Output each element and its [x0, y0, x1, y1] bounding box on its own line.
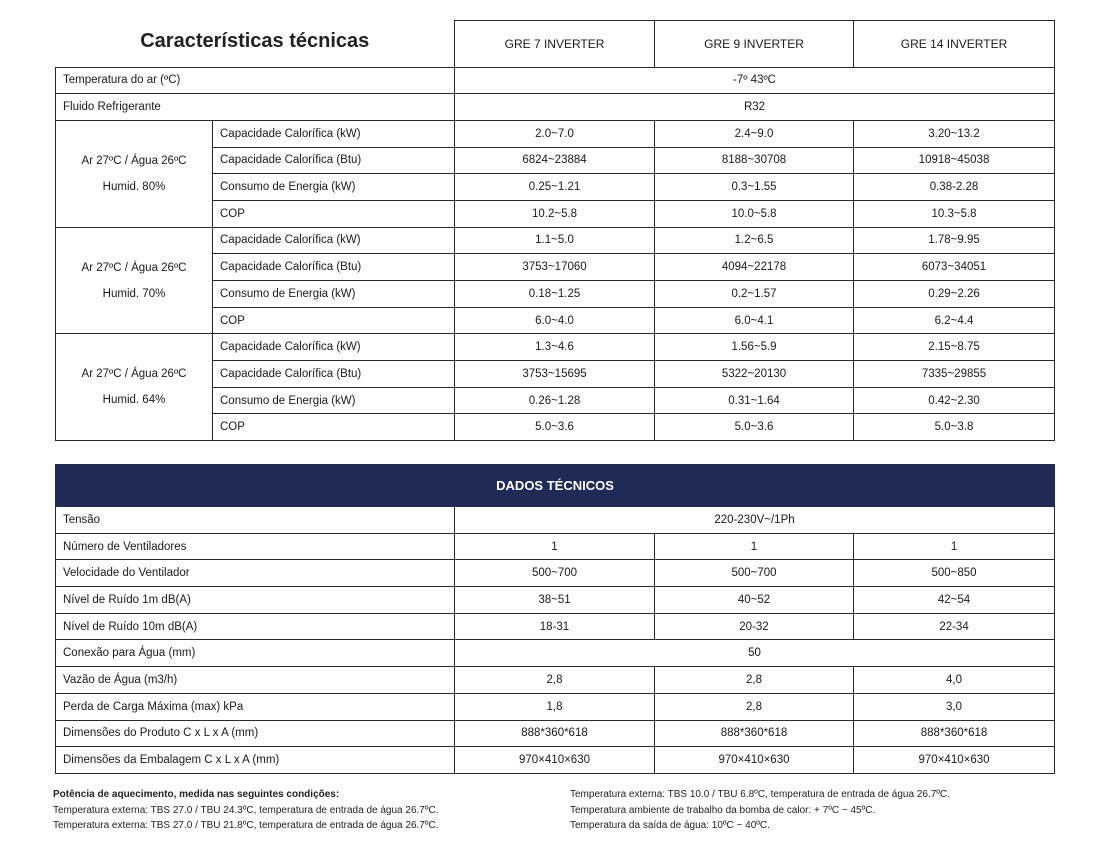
table-row: [56, 693, 1055, 720]
row-label: COP: [213, 200, 455, 227]
cell-value: 1.2~6.5: [655, 227, 854, 254]
row-label: Velocidade do Ventilador: [56, 560, 455, 587]
cell-value: 5.0~3.6: [455, 414, 655, 441]
cell-value: 2,8: [655, 667, 854, 694]
cell-value: 42~54: [854, 587, 1055, 614]
footnote-line: Temperatura externa: TBS 27.0 / TBU 21.8ºC, temperatura de entrada de água 26.7ºC.: [53, 820, 439, 831]
cell-value: 3753~15695: [455, 361, 655, 388]
humidity-label: Humid. 70%: [102, 287, 166, 300]
cell-value: R32: [455, 94, 1055, 121]
footnote-line: Temperatura da saída de água: 10ºC ~ 40ºC.: [570, 820, 770, 831]
row-label: Capacidade Calorífica (kW): [213, 227, 455, 254]
table-row: [56, 507, 1055, 534]
cell-value: 3,0: [854, 693, 1055, 720]
row-label: Tensão: [56, 507, 455, 534]
cell-value: 888*360*618: [854, 720, 1055, 747]
table-row: [56, 94, 1055, 121]
table-row: [56, 120, 1055, 147]
cell-value: 22-34: [854, 613, 1055, 640]
cell-value: 0.42~2.30: [854, 387, 1055, 414]
cell-value: 500~700: [455, 560, 655, 587]
row-label: Capacidade Calorífica (Btu): [213, 147, 455, 174]
cell-value: 5322~20130: [655, 361, 854, 388]
cell-value: 6.0~4.1: [655, 307, 854, 334]
row-label: Capacidade Calorífica (Btu): [213, 361, 455, 388]
model-header-gre9: GRE 9 INVERTER: [655, 21, 854, 68]
condition-label: Ar 27ºC / Água 26ºC: [81, 261, 187, 274]
cell-value: 10918~45038: [854, 147, 1055, 174]
row-label: Consumo de Energia (kW): [213, 387, 455, 414]
footnote-line: Temperatura externa: TBS 10.0 / TBU 6.8ºC, temperatura de entrada de água 26.7ºC.: [570, 789, 950, 800]
cell-value: 2.4~9.0: [655, 120, 854, 147]
cell-value: 50: [455, 640, 1055, 667]
technical-data-table: [55, 464, 1055, 774]
table-row: [56, 560, 1055, 587]
row-label: Consumo de Energia (kW): [213, 281, 455, 308]
cell-value: 10.0~5.8: [655, 200, 854, 227]
humidity-label: Humid. 80%: [102, 180, 166, 193]
cell-value: 2,8: [455, 667, 655, 694]
row-label: Conexão para Água (mm): [56, 640, 455, 667]
row-label: Número de Ventiladores: [56, 533, 455, 560]
cell-value: 1: [854, 533, 1055, 560]
table-row: [56, 227, 1055, 254]
cell-value: 888*360*618: [655, 720, 854, 747]
cell-value: 500~850: [854, 560, 1055, 587]
condition-group-1: [56, 120, 213, 227]
cell-value: 5.0~3.6: [655, 414, 854, 441]
table-row: [56, 747, 1055, 774]
table-row: [56, 667, 1055, 694]
cell-value: 1.56~5.9: [655, 334, 854, 361]
cell-value: 888*360*618: [455, 720, 655, 747]
cell-value: 4094~22178: [655, 254, 854, 281]
cell-value: 1.1~5.0: [455, 227, 655, 254]
table-row: [56, 587, 1055, 614]
row-label: Nível de Ruído 1m dB(A): [56, 587, 455, 614]
condition-label: Ar 27ºC / Água 26ºC: [81, 368, 187, 381]
cell-value: 1.3~4.6: [455, 334, 655, 361]
footnotes-left: [53, 787, 553, 834]
row-label: COP: [213, 307, 455, 334]
cell-value: 1: [455, 533, 655, 560]
cell-value: 2.15~8.75: [854, 334, 1055, 361]
cell-value: 10.3~5.8: [854, 200, 1055, 227]
condition-group-2: [56, 227, 213, 334]
row-label: COP: [213, 414, 455, 441]
cell-value: 18-31: [455, 613, 655, 640]
cell-value: 500~700: [655, 560, 854, 587]
footnote-line: Temperatura externa: TBS 27.0 / TBU 24.3ºC, temperatura de entrada de água 26.7ºC.: [53, 804, 439, 816]
cell-value: 7335~29855: [854, 361, 1055, 388]
cell-value: -7º 43ºC: [455, 67, 1055, 94]
page-title: Características técnicas: [56, 21, 455, 68]
cell-value: 5.0~3.8: [854, 414, 1055, 441]
condition-label: Ar 27ºC / Água 26ºC: [81, 154, 187, 167]
row-label: Consumo de Energia (kW): [213, 174, 455, 201]
cell-value: 0.31~1.64: [655, 387, 854, 414]
table-row: [56, 640, 1055, 667]
cell-value: 40~52: [655, 587, 854, 614]
row-label: Temperatura do ar (ºC): [56, 67, 455, 94]
row-label: Perda de Carga Máxima (max) kPa: [56, 693, 455, 720]
footnote-title: Potência de aquecimento, medida nas seguintes condições:: [53, 789, 340, 800]
cell-value: 1: [655, 533, 854, 560]
cell-value: 20-32: [655, 613, 854, 640]
table-row: [56, 334, 1055, 361]
cell-value: 6.2~4.4: [854, 307, 1055, 334]
cell-value: 10.2~5.8: [455, 200, 655, 227]
row-label: Vazão de Água (m3/h): [56, 667, 455, 694]
row-label: Fluido Refrigerante: [56, 94, 455, 121]
cell-value: 0.25~1.21: [455, 174, 655, 201]
row-label: Nível de Ruído 10m dB(A): [56, 613, 455, 640]
cell-value: 970×410×630: [655, 747, 854, 774]
model-header-gre14: GRE 14 INVERTER: [854, 21, 1055, 68]
cell-value: 4,0: [854, 667, 1055, 694]
cell-value: 1.78~9.95: [854, 227, 1055, 254]
footnotes-right: [570, 787, 1070, 834]
model-header-gre7: GRE 7 INVERTER: [455, 21, 655, 68]
condition-group-3: [56, 334, 213, 441]
cell-value: 6.0~4.0: [455, 307, 655, 334]
cell-value: 0.3~1.55: [655, 174, 854, 201]
row-label: Capacidade Calorífica (kW): [213, 120, 455, 147]
table-row: [56, 613, 1055, 640]
cell-value: 3753~17060: [455, 254, 655, 281]
cell-value: 0.18~1.25: [455, 281, 655, 308]
row-label: Dimensões da Embalagem C x L x A (mm): [56, 747, 455, 774]
table-row: [56, 67, 1055, 94]
cell-value: 2,8: [655, 693, 854, 720]
section-header: DADOS TÉCNICOS: [56, 465, 1055, 507]
row-label: Capacidade Calorífica (kW): [213, 334, 455, 361]
cell-value: 3.20~13.2: [854, 120, 1055, 147]
cell-value: 6073~34051: [854, 254, 1055, 281]
row-label: Capacidade Calorífica (Btu): [213, 254, 455, 281]
specs-table: [55, 20, 1055, 441]
cell-value: 1,8: [455, 693, 655, 720]
cell-value: 6824~23884: [455, 147, 655, 174]
table-row: [56, 533, 1055, 560]
cell-value: 970×410×630: [455, 747, 655, 774]
cell-value: 220-230V~/1Ph: [455, 507, 1055, 534]
cell-value: 8188~30708: [655, 147, 854, 174]
cell-value: 970×410×630: [854, 747, 1055, 774]
cell-value: 2.0~7.0: [455, 120, 655, 147]
cell-value: 0.29~2.26: [854, 281, 1055, 308]
humidity-label: Humid. 64%: [102, 394, 166, 407]
cell-value: 0.2~1.57: [655, 281, 854, 308]
cell-value: 0.26~1.28: [455, 387, 655, 414]
table-row: [56, 720, 1055, 747]
cell-value: 0.38-2.28: [854, 174, 1055, 201]
cell-value: 38~51: [455, 587, 655, 614]
row-label: Dimensões do Produto C x L x A (mm): [56, 720, 455, 747]
footnote-line: Temperatura ambiente de trabalho da bomba de calor: + 7ºC ~ 45ºC.: [570, 804, 876, 816]
